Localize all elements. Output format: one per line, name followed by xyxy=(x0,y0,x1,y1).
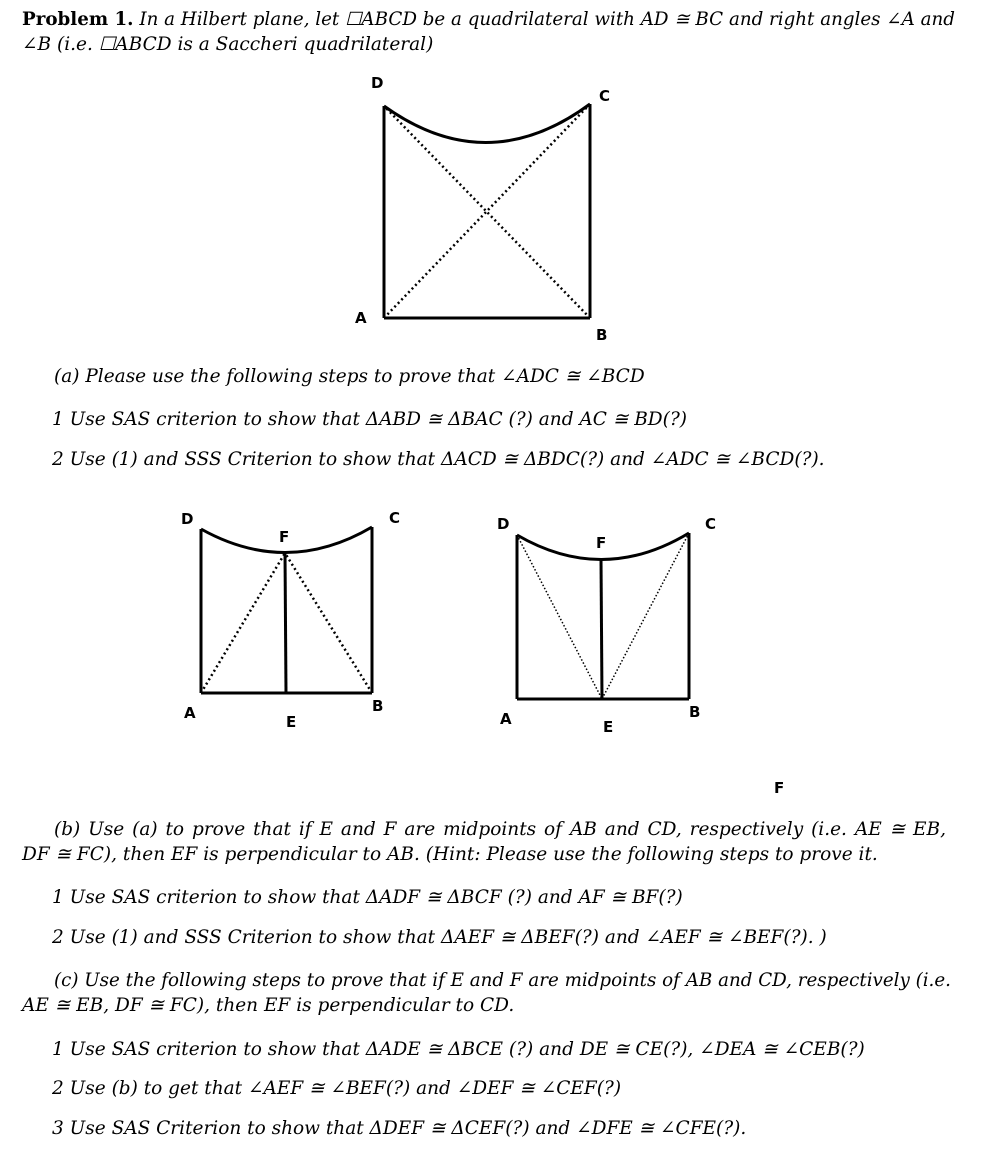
part-c-statement-line-1: (c) Use the following steps to prove that if E and F are midpoints of AB and CD, respectively (i.e. xyxy=(54,970,951,991)
segment-EF xyxy=(285,553,286,693)
part-c-step-3: 3 Use SAS Criterion to show that ΔDEF ≅ ΔCEF(?) and ∠DFE ≅ ∠CFE(?). xyxy=(52,1118,747,1139)
part-a-step-2: 2 Use (1) and SSS Criterion to show that ΔACD ≅ ΔBDC(?) and ∠ADC ≅ ∠BCD(?). xyxy=(52,449,825,470)
label-C: C xyxy=(389,509,401,527)
label-E: E xyxy=(603,718,614,736)
segment-EF xyxy=(601,559,602,699)
part-a-step-1: 1 Use SAS criterion to show that ΔABD ≅ ΔBAC (?) and AC ≅ BD(?) xyxy=(52,409,687,430)
label-D: D xyxy=(497,515,510,533)
label-B: B xyxy=(689,703,701,721)
diagonal-AC xyxy=(384,104,590,318)
label-F: F xyxy=(596,534,607,552)
segment-BF xyxy=(285,553,372,693)
stray-label-F: F xyxy=(774,779,785,797)
diagonal-BD xyxy=(384,106,590,318)
segment-AF xyxy=(201,553,285,693)
part-b-step-2: 2 Use (1) and SSS Criterion to show that ΔAEF ≅ ΔBEF(?) and ∠AEF ≅ ∠BEF(?). ) xyxy=(52,927,827,948)
label-A: A xyxy=(355,309,367,327)
segment-CE xyxy=(602,533,689,699)
label-D: D xyxy=(181,510,194,528)
problem-intro-line-2: ∠B (i.e. ☐ABCD is a Saccheri quadrilateral) xyxy=(22,34,434,55)
curved-side-DC xyxy=(201,527,372,553)
label-C: C xyxy=(705,515,717,533)
part-c-step-1: 1 Use SAS criterion to show that ΔADE ≅ ΔBCE (?) and DE ≅ CE(?), ∠DEA ≅ ∠CEB(?) xyxy=(52,1039,865,1060)
label-C: C xyxy=(599,87,611,105)
part-b-step-1: 1 Use SAS criterion to show that ΔADF ≅ ΔBCF (?) and AF ≅ BF(?) xyxy=(52,887,683,908)
label-D: D xyxy=(371,74,384,92)
curved-side-DC xyxy=(517,533,689,560)
label-B: B xyxy=(596,326,608,344)
part-c-step-2: 2 Use (b) to get that ∠AEF ≅ ∠BEF(?) and ∠DEF ≅ ∠CEF(?) xyxy=(52,1078,622,1099)
part-c-statement-line-2: AE ≅ EB, DF ≅ FC), then EF is perpendicular to CD. xyxy=(22,995,515,1016)
label-A: A xyxy=(184,704,196,722)
label-A: A xyxy=(500,710,512,728)
curved-side-DC xyxy=(384,104,590,143)
label-E: E xyxy=(286,713,297,731)
part-b-statement-line-2: DF ≅ FC), then EF is perpendicular to AB. (Hint: Please use the following steps to prove it. xyxy=(22,844,878,865)
segment-DE xyxy=(517,535,602,699)
part-a-statement: (a) Please use the following steps to prove that ∠ADC ≅ ∠BCD xyxy=(54,366,645,387)
problem-heading: Problem 1. xyxy=(22,9,134,30)
label-B: B xyxy=(372,697,384,715)
label-F: F xyxy=(279,528,290,546)
problem-intro-line-1 xyxy=(22,7,955,32)
part-b-statement-line-1: (b) Use (a) to prove that if E and F are midpoints of AB and CD, respectively (i.e. AE ≅ EB, xyxy=(54,819,946,840)
problem-intro-text: In a Hilbert plane, let ☐ABCD be a quadrilateral with AD ≅ BC and right angles ∠A and xyxy=(139,9,955,30)
